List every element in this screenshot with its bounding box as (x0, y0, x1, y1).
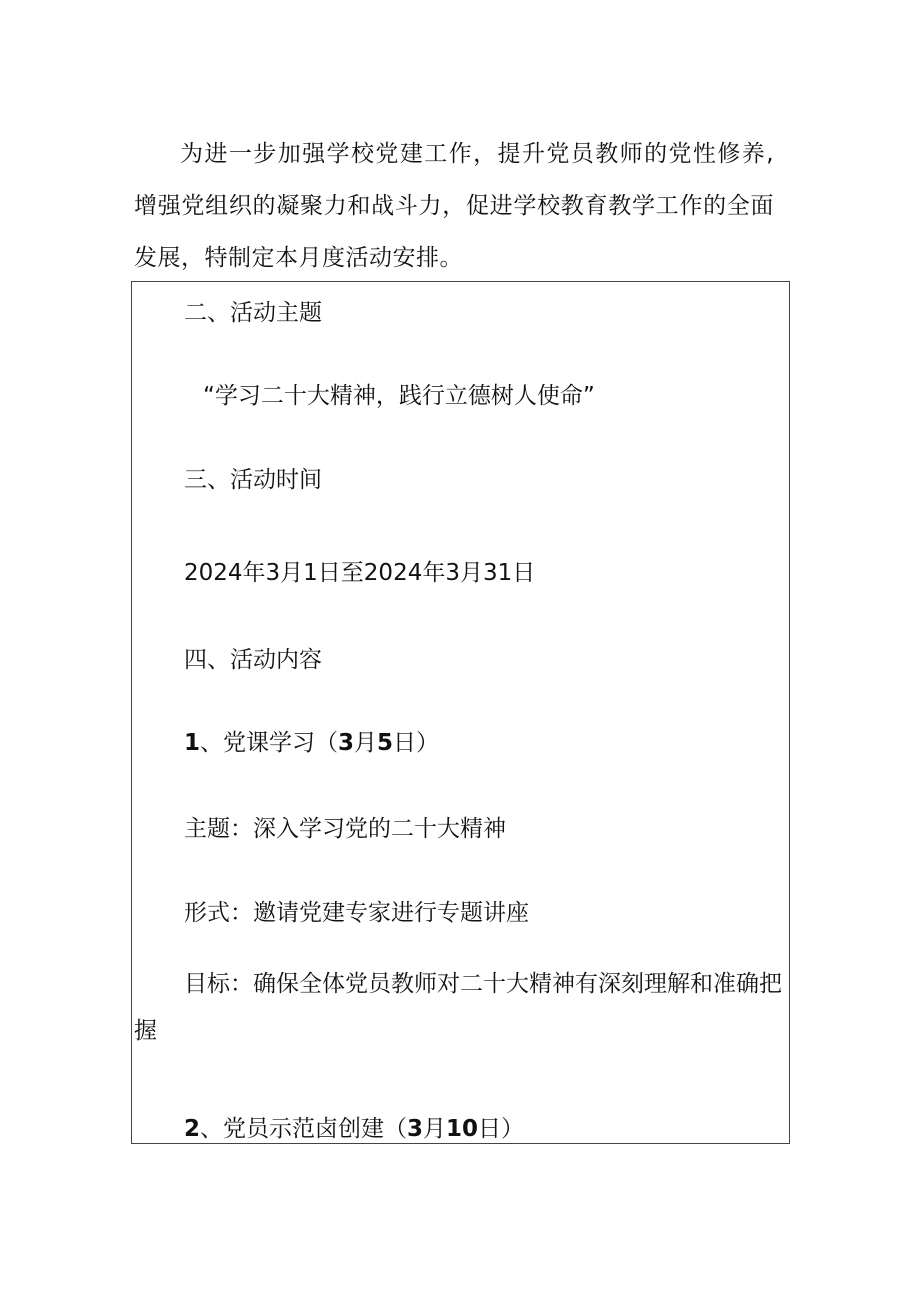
item2-month-label: 月 (423, 1116, 447, 1142)
time-text: 2024年3月1日至2024年3月31日 (184, 560, 536, 586)
item2-title: 、党员示范卤创建（ (200, 1116, 408, 1142)
theme-heading: 二、活动主题 (184, 300, 322, 326)
item2-month: 3 (407, 1116, 424, 1142)
item1-goal: 目标：确保全体党员教师对二十大精神有深刻理解和准确把握 (134, 971, 782, 1044)
theme-text: “学习二十大精神，践行立德树人使命” (203, 383, 595, 409)
item1-theme: 主题：深入学习党的二十大精神 (184, 816, 506, 842)
time-heading: 三、活动时间 (184, 467, 322, 493)
item2-number: 2 (184, 1116, 201, 1142)
item2-day-label: 日） (478, 1116, 525, 1142)
item2-day: 10 (446, 1116, 479, 1142)
item1-title: 、党课学习（ (200, 730, 339, 756)
item2-heading (184, 1114, 524, 1144)
item1-month-label: 月 (354, 730, 378, 756)
item1-heading (184, 728, 439, 758)
content-heading: 四、活动内容 (184, 647, 322, 673)
intro-paragraph: 为进一步加强学校党建工作，提升党员教师的党性修养,增强党组织的凝聚力和战斗力，促进学校教育教学工作的全面发展，特制定本月度活动安排。 (134, 141, 774, 271)
item1-month: 3 (338, 730, 355, 756)
item1-day: 5 (377, 730, 394, 756)
item1-number: 1 (184, 730, 201, 756)
item1-day-label: 日） (393, 730, 440, 756)
item1-form: 形式：邀请党建专家进行专题讲座 (184, 900, 529, 926)
